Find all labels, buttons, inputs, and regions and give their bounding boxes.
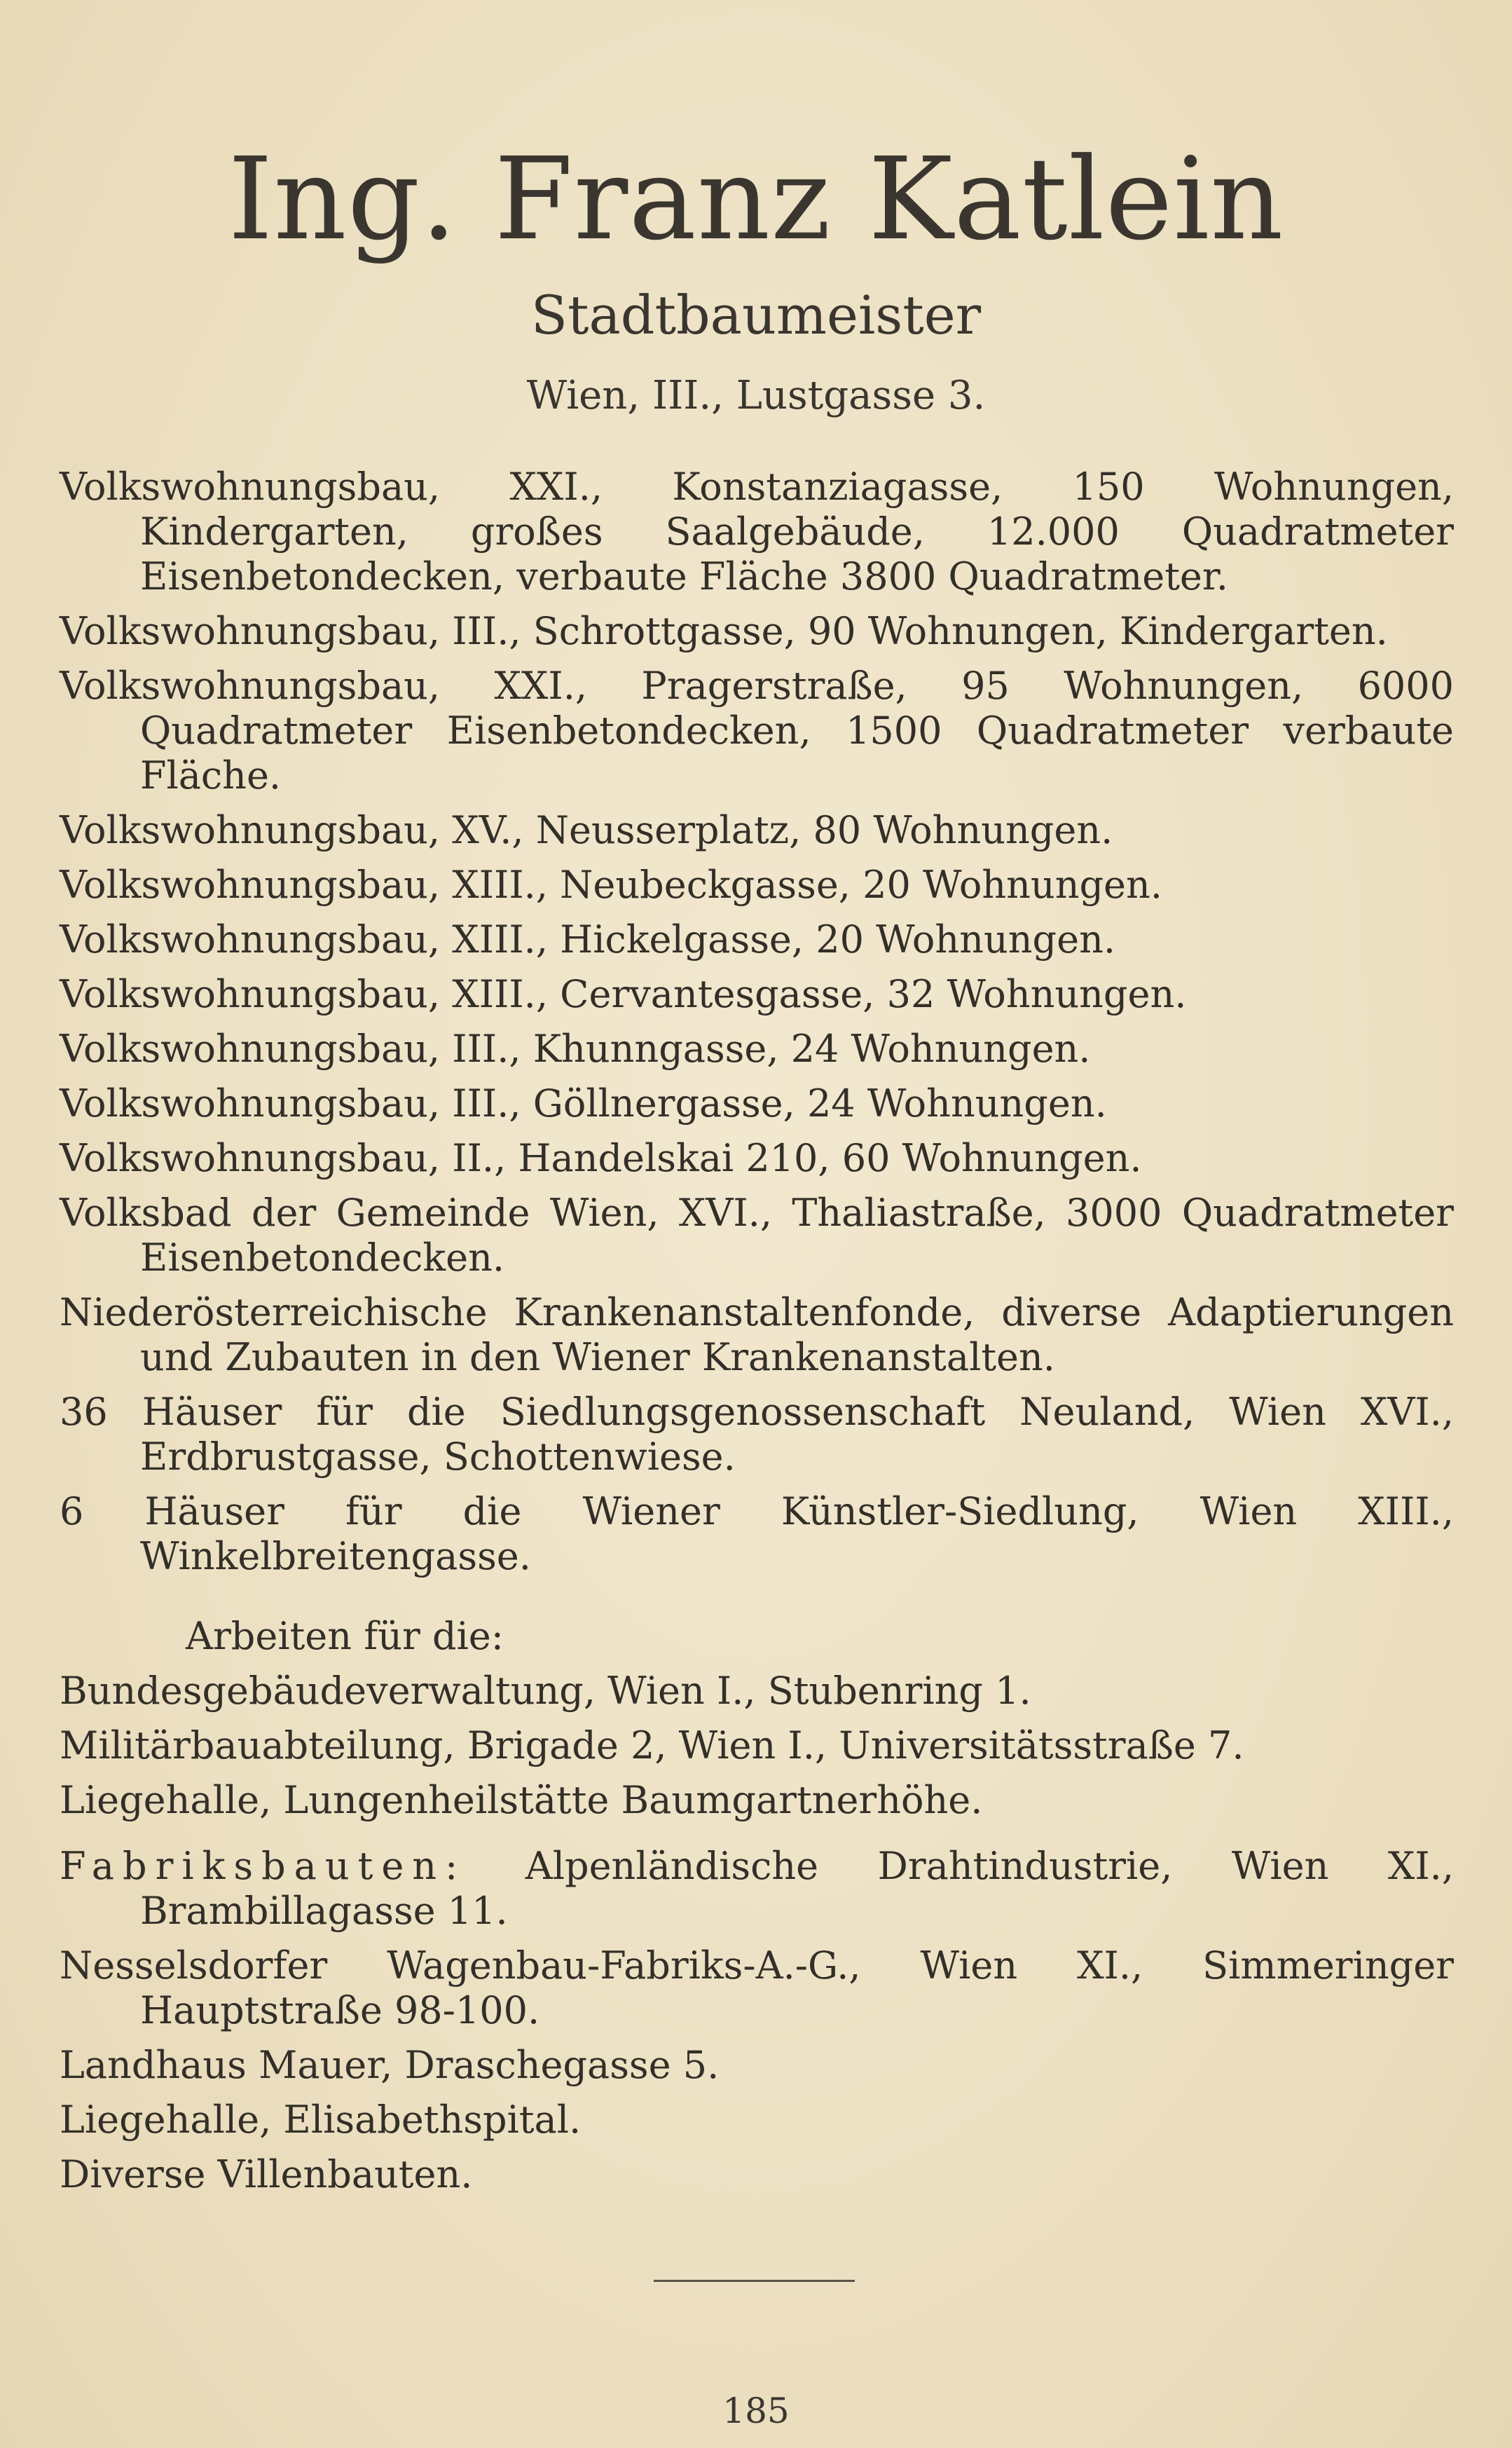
factory-text: Alpenländische Drahtindustrie, Wien XI., Brambillagasse 11. (140, 1844, 1454, 1933)
list-item: Landhaus Mauer, Draschegasse 5. (60, 2043, 720, 2087)
company-title: Stadtbaumeister (530, 284, 982, 346)
list-item: Volkswohnungsbau, XXI., Pragerstraße, 95 Wohnungen, 6000 Quadratmeter Eisenbetondecken, 1500 Quadratmeter verbaute Fläche. (60, 664, 1454, 798)
company-name: Ing. Franz Katlein (228, 134, 1284, 266)
list-item: 6 Häuser für die Wiener Künstler-Siedlung, Wien XIII., Winkelbreitengasse. (60, 1489, 1454, 1578)
list-item: Liegehalle, Lungenheilstätte Baumgartnerhöhe. (60, 1778, 983, 1822)
factory-label: Fabriksbauten: (60, 1844, 467, 1888)
list-item: Volkswohnungsbau, II., Handelskai 210, 60 Wohnungen. (60, 1136, 1142, 1180)
list-item: Liegehalle, Elisabethspital. (60, 2098, 582, 2142)
divider (654, 2280, 855, 2282)
works-heading: Arbeiten für die: (186, 1614, 504, 1658)
page-number: 185 (722, 2391, 790, 2431)
list-item: Volksbad der Gemeinde Wien, XVI., Thaliastraße, 3000 Quadratmeter Eisenbetondecken. (60, 1191, 1454, 1280)
list-item: Volkswohnungsbau, III., Göllnergasse, 24 Wohnungen. (60, 1081, 1107, 1126)
company-address: Wien, III., Lustgasse 3. (526, 373, 986, 418)
list-item: Volkswohnungsbau, XV., Neusserplatz, 80 Wohnungen. (60, 808, 1113, 852)
list-item: Volkswohnungsbau, III., Schrottgasse, 90 Wohnungen, Kindergarten. (60, 609, 1388, 653)
list-item: Bundesgebäudeverwaltung, Wien I., Stubenring 1. (60, 1669, 1031, 1713)
list-item: Volkswohnungsbau, XXI., Konstanziagasse, 150 Wohnungen, Kindergarten, großes Saalgebäude, 12.000 Quadratmeter Eisenbetondecken, verbaute Fläche 3800 Quadratmeter. (60, 465, 1454, 599)
list-item: Diverse Villenbauten. (60, 2152, 473, 2196)
projects-list (60, 465, 1454, 2197)
list-item: Militärbauabteilung, Brigade 2, Wien I., Universitätsstraße 7. (60, 1723, 1244, 1767)
factory-entry (60, 1844, 1454, 1934)
list-item: Volkswohnungsbau, XIII., Hickelgasse, 20 Wohnungen. (60, 917, 1116, 962)
list-item: Volkswohnungsbau, XIII., Neubeckgasse, 20 Wohnungen. (60, 863, 1162, 907)
list-item: Volkswohnungsbau, III., Khunngasse, 24 Wohnungen. (60, 1027, 1091, 1071)
list-item: Niederösterreichische Krankenanstaltenfonde, diverse Adaptierungen und Zubauten in den Wiener Krankenanstalten. (60, 1290, 1454, 1379)
list-item: 36 Häuser für die Siedlungsgenossenschaft Neuland, Wien XVI., Erdbrustgasse, Schottenwiese. (60, 1390, 1454, 1479)
list-item: Nesselsdorfer Wagenbau-Fabriks-A.-G., Wien XI., Simmeringer Hauptstraße 98-100. (60, 1943, 1454, 2032)
list-item: Volkswohnungsbau, XIII., Cervantesgasse, 32 Wohnungen. (60, 972, 1187, 1016)
